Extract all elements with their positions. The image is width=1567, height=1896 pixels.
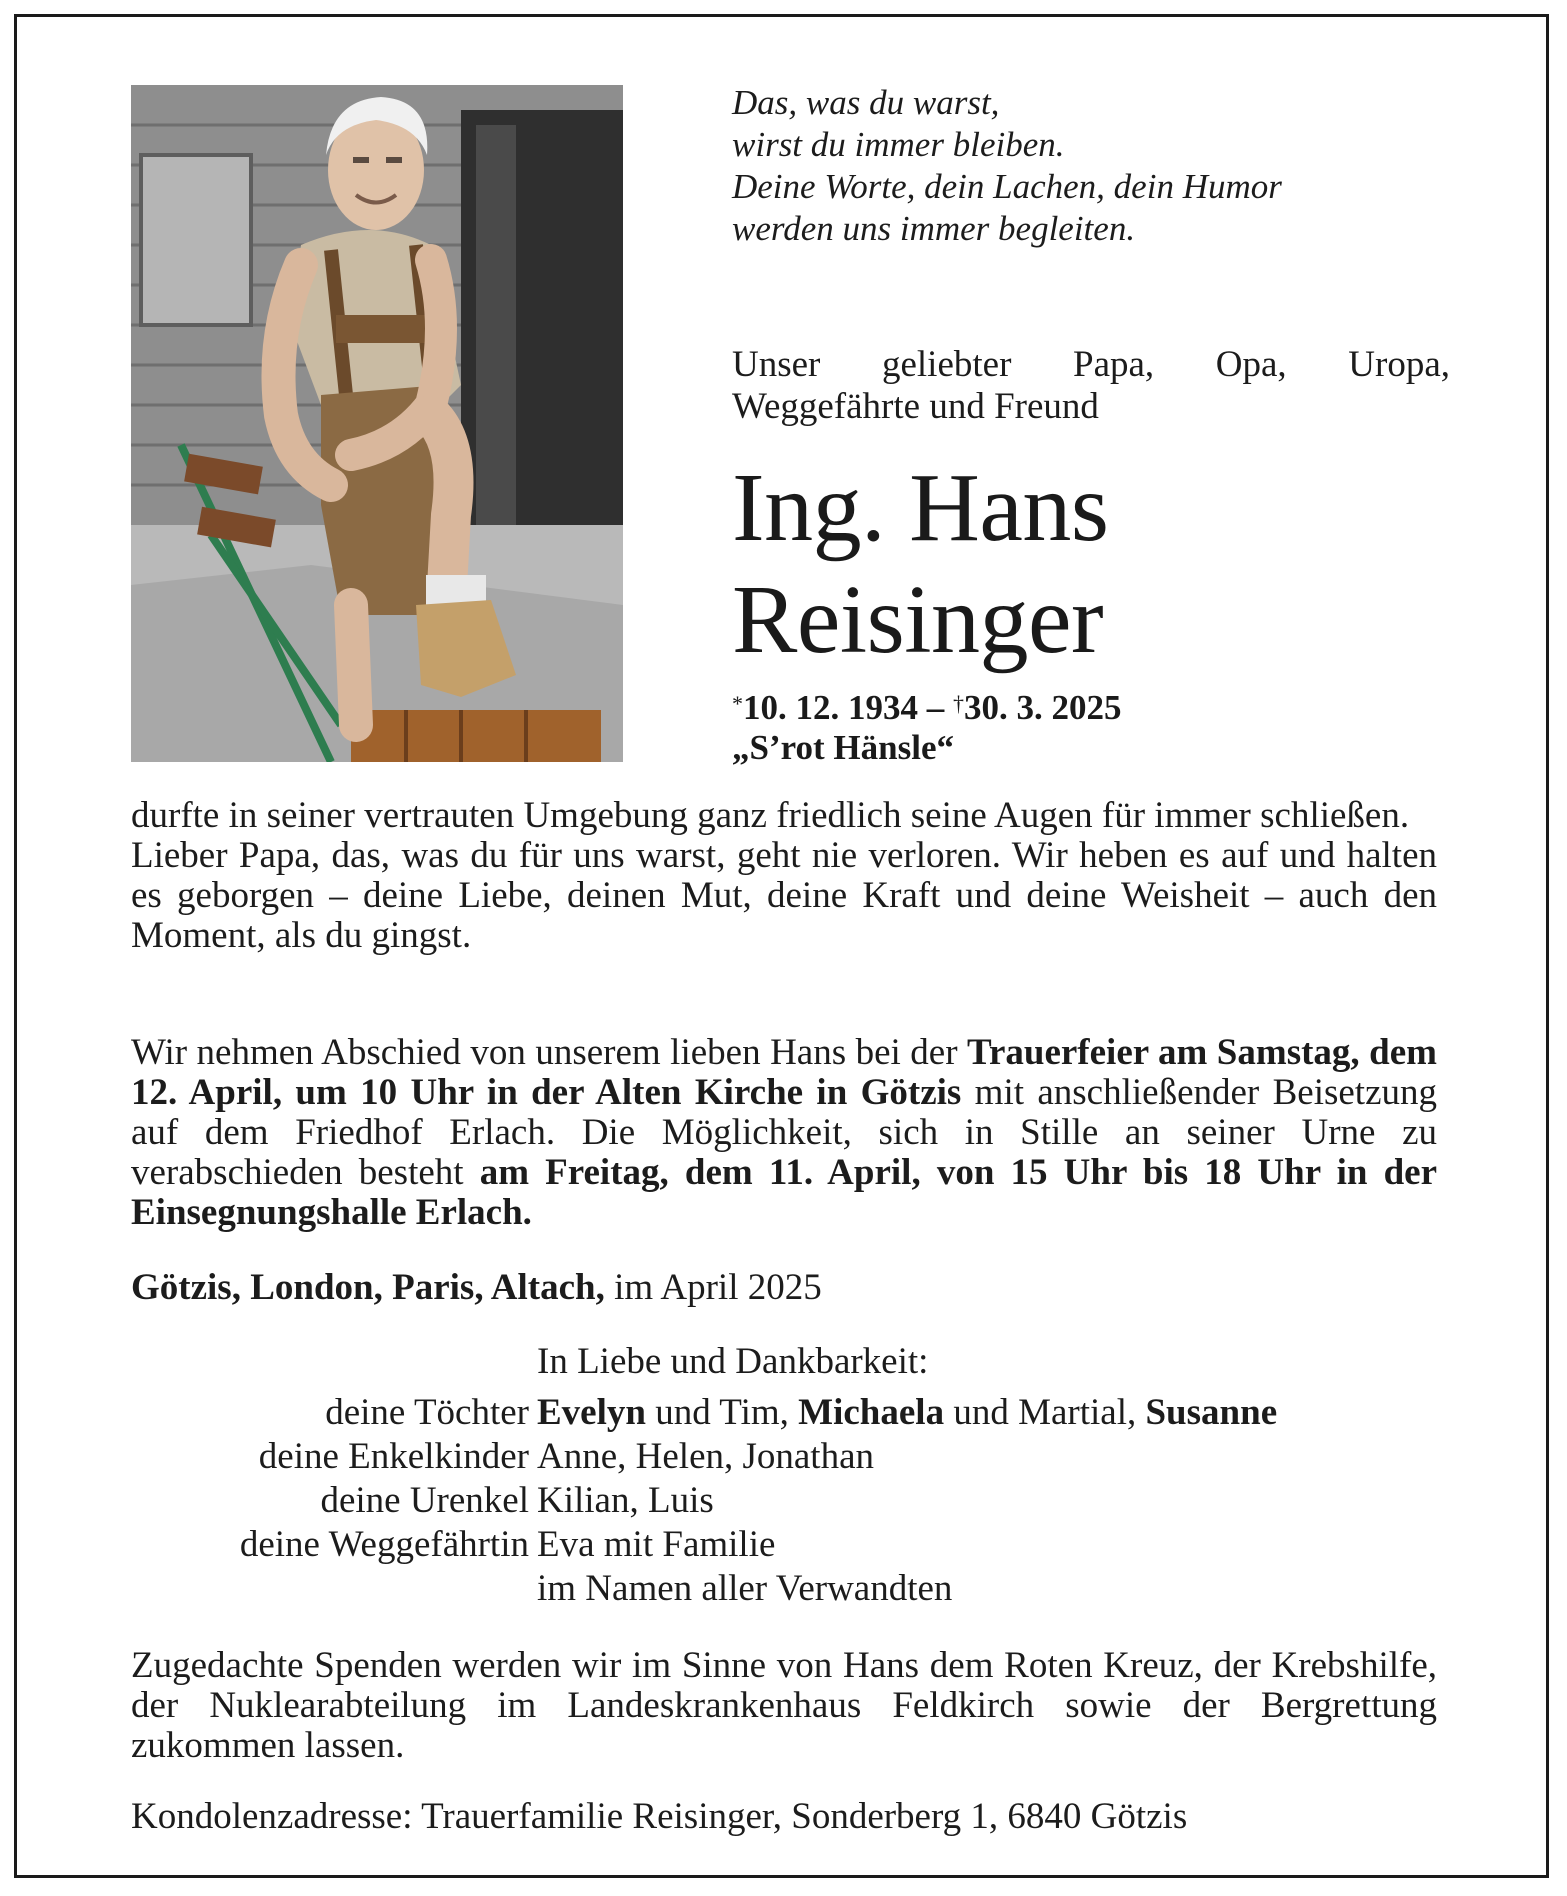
thanks-line: In Liebe und Dankbarkeit: [537, 1341, 929, 1382]
intro-line-2: Weggefährte und Freund [732, 386, 1099, 427]
date-dash: – [926, 688, 945, 727]
quote-line: werden uns immer begleiten. [732, 209, 1136, 248]
family-list [131, 1391, 1461, 1611]
death-date: 30. 3. 2025 [964, 688, 1122, 727]
memorial-quote [732, 82, 1452, 250]
intro-word: Opa, [1215, 344, 1287, 385]
donation-text: Zugedachte Spenden werden wir im Sinne von Hans dem Roten Kreuz, der Krebshilfe, der Nuklearabteilung im Landeskrankenhaus Feldkirch sowie der Bergrettung zukommen lassen. [131, 1645, 1437, 1766]
intro-word: Unser [732, 344, 821, 385]
family-members: Anne, Helen, Jonathan [537, 1436, 875, 1477]
place-and-date [131, 1268, 1437, 1308]
burial-info: mit anschließender Beisetzung auf dem Friedhof Erlach. Die Möglichkeit, sich in Stille an seiner Urne zu verabschieden besteht [131, 1072, 1437, 1193]
family-row [131, 1391, 1461, 1435]
family-row [131, 1567, 1461, 1611]
funeral-service-time: Trauerfeier am Samstag, dem 12. April, um 10 Uhr in der Alten Kirche in Götzis [131, 1032, 1437, 1113]
intro-word: geliebter [881, 344, 1012, 385]
condolence-address [131, 1797, 1437, 1837]
quote-line: Das, was du warst, [732, 83, 1000, 122]
intro-word: Papa, [1073, 344, 1155, 385]
family-member: Evelyn [537, 1392, 646, 1433]
viewing-time: am Freitag, dem 11. April, von 15 Uhr bis 18 Uhr in der Einsegnungshalle Erlach. [131, 1152, 1437, 1233]
intro-text [732, 344, 1450, 428]
family-row [131, 1479, 1461, 1523]
announcement-sentence: durfte in seiner vertrauten Umgebung ganz friedlich seine Augen für immer schließen. [131, 795, 1410, 836]
family-partner: und Martial, [944, 1392, 1146, 1433]
birth-date: 10. 12. 1934 [743, 688, 918, 727]
family-row [131, 1435, 1461, 1479]
farewell-sentence: Lieber Papa, das, was du für uns warst, geht nie verloren. Wir heben es auf und halten es geborgen – deine Liebe, deinen Mut, deine Kraft und deine Weisheit – auch den Moment, als du gingst. [131, 835, 1437, 956]
quote-line: Deine Worte, dein Lachen, dein Humor [732, 167, 1282, 206]
announcement-paragraph [131, 796, 1437, 956]
quote-line: wirst du immer bleiben. [732, 125, 1065, 164]
name-line-1: Ing. Hans [732, 454, 1109, 562]
life-dates [732, 688, 1332, 768]
condolence-text: Kondolenzadresse: Trauerfamilie Reisinger, Sonderberg 1, 6840 Götzis [131, 1796, 1188, 1837]
name-line-2: Reisinger [732, 566, 1104, 674]
portrait-photo [131, 85, 623, 762]
family-partner: und Tim, [645, 1392, 799, 1433]
family-role: deine Töchter [325, 1392, 529, 1433]
family-members: Kilian, Luis [537, 1480, 714, 1521]
family-members: Eva mit Familie [537, 1524, 776, 1565]
funeral-details [131, 1033, 1437, 1233]
birth-symbol: * [732, 691, 743, 716]
deceased-name [732, 452, 1492, 676]
donation-note [131, 1646, 1437, 1766]
family-role: deine Weggefährtin [239, 1524, 529, 1565]
death-symbol: † [953, 691, 964, 716]
relatives-line: im Namen aller Verwandten [537, 1568, 953, 1609]
nickname: „S’rot Hänsle“ [732, 728, 954, 767]
family-member: Susanne [1145, 1392, 1278, 1433]
funeral-intro: Wir nehmen Abschied von unserem lieben Hans bei der [131, 1032, 968, 1073]
month-year: im April 2025 [604, 1267, 822, 1308]
family-member: Michaela [798, 1392, 945, 1433]
intro-word: Uropa, [1348, 344, 1450, 385]
family-row [131, 1523, 1461, 1567]
family-role: deine Enkelkinder [258, 1436, 529, 1477]
family-role: deine Urenkel [320, 1480, 529, 1521]
places: Götzis, London, Paris, Altach, [131, 1267, 605, 1308]
